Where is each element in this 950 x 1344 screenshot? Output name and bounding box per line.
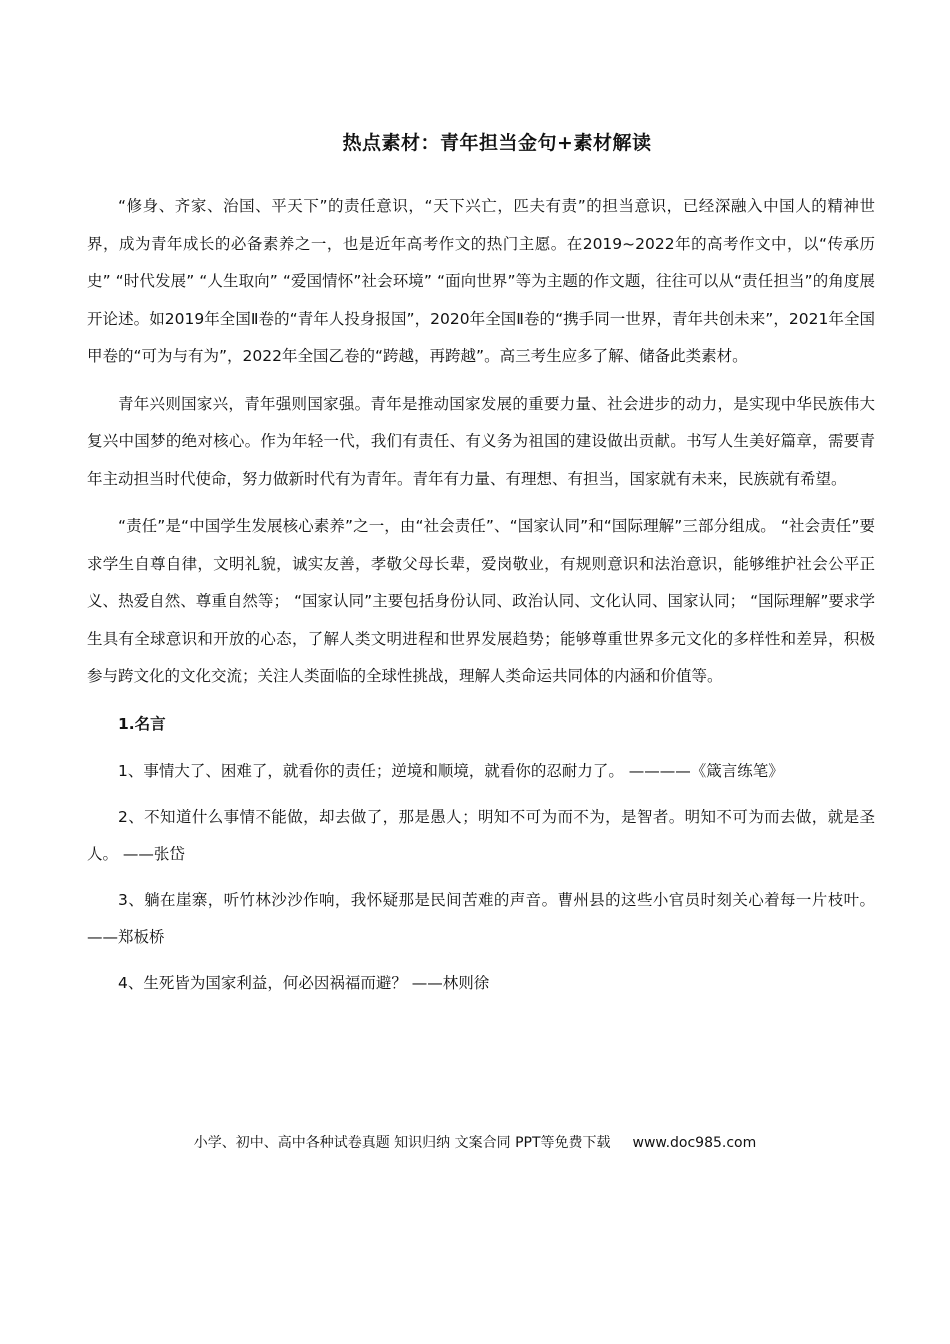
- document-body: [87, 188, 875, 1010]
- footer-text: 小学、初中、高中各种试卷真题 知识归纳 文案合同 PPT等免费下载: [193, 1135, 611, 1151]
- quote-item: 4、生死皆为国家利益，何必因祸福而避？ ——林则徐: [118, 973, 490, 992]
- quote-item: 3、躺在崖寨，听竹林沙沙作响，我怀疑那是民间苦难的声音。曹州县的这些小官员时刻关心着每一片枝叶。 ——郑板桥: [87, 890, 875, 946]
- quote-item: 2、不知道什么事情不能做，却去做了，那是愚人；明知不可为而不为，是智者。明知不可为而去做，就是圣人。 ——张岱: [87, 807, 875, 863]
- quote-item: 1、事情大了、困难了，就看你的责任；逆境和顺境，就看你的忍耐力了。 ————《箴言练笔》: [118, 762, 784, 780]
- youth-paragraph: 青年兴则国家兴，青年强则国家强。青年是推动国家发展的重要力量、社会进步的动力，是实现中华民族伟大复兴中国梦的绝对核心。作为年轻一代，我们有责任、有义务为祖国的建设做出贡献。书写人生美好篇章，需要青年主动担当时代使命，努力做新时代有为青年。青年有力量、有理想、有担当，国家就有未来，民族就有希望。: [87, 394, 875, 488]
- page-footer: [0, 1131, 950, 1155]
- footer-site-link[interactable]: www.doc985.com: [632, 1135, 757, 1151]
- responsibility-paragraph: “责任”是“中国学生发展核心素养”之一，由“社会责任”、“国家认同”和“国际理解”三部分组成。 “社会责任”要求学生自尊自律，文明礼貌，诚实友善，孝敬父母长辈，爱岗敬业，有规则意识和法治意识，能够维护社会公平正义、热爱自然、尊重自然等； “国家认同”主要包括身份认同、政治认同、文化认同、国家认同； “国际理解”要求学生具有全球意识和开放的心态，了解人类文明进程和世界发展趋势；能够尊重世界多元文化的多样性和差异，积极参与跨文化的文化交流；关注人类面临的全球性挑战，理解人类命运共同体的内涵和价值等。: [87, 517, 875, 685]
- intro-paragraph: “修身、齐家、治国、平天下”的责任意识，“天下兴亡，匹夫有责”的担当意识，已经深融入中国人的精神世界，成为青年成长的必备素养之一，也是近年高考作文的热门主愿。在2019~2022年的高考作文中，以“传承历史” “时代发展” “人生取向” “爱国情怀”社会环境” “面向世界”等为主题的作文题，往往可以从“责任担当”的角度展开论述。如2019年全国Ⅱ卷的“青年人投身报国”，2020年全国Ⅱ卷的“携手同一世界，青年共创未来”，2021年全国甲卷的“可为与有为”，2022年全国乙卷的“跨越，再跨越”。高三考生应多了解、储备此类素材。: [87, 197, 875, 365]
- section-heading: 1.名言: [118, 714, 166, 733]
- page-title: 热点素材：青年担当金句+素材解读: [342, 132, 652, 154]
